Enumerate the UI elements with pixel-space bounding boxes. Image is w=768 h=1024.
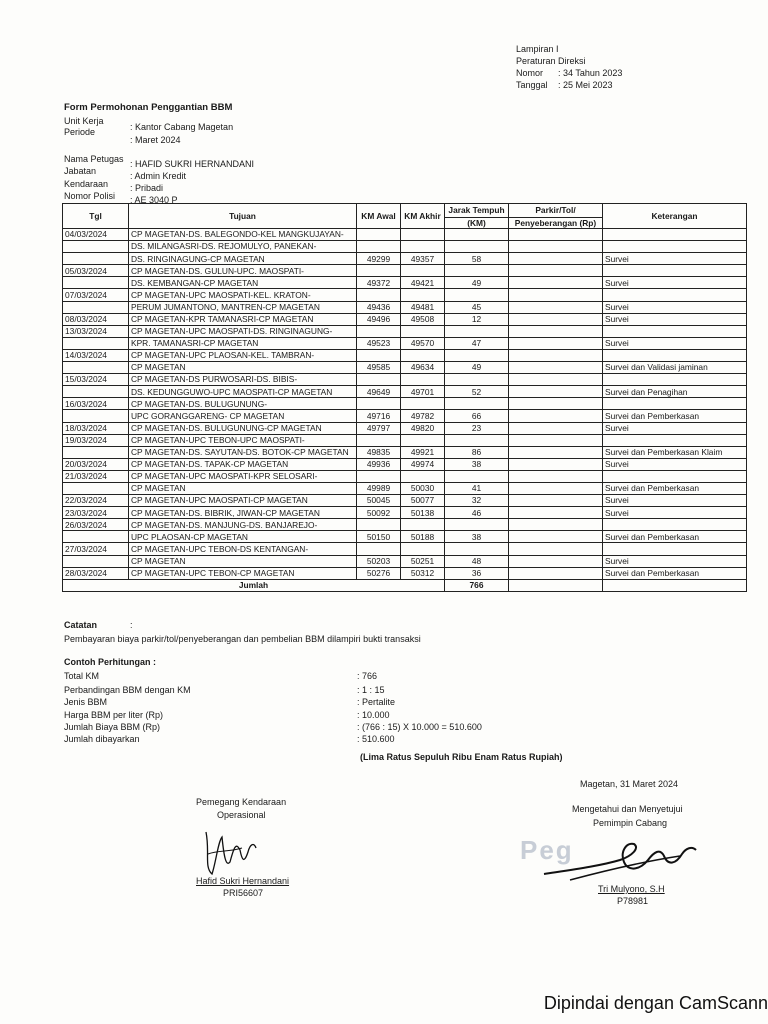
table-row: [63, 470, 747, 482]
cell-tujuan: CP MAGETAN-UPC TEBON-CP MAGETAN: [129, 567, 357, 579]
cell-km-akhir: 50138: [401, 507, 445, 519]
cell-jarak: 45: [445, 301, 509, 313]
cell-km-akhir: [401, 349, 445, 361]
cell-tujuan: CP MAGETAN-DS. SAYUTAN-DS. BOTOK-CP MAGETAN: [129, 446, 357, 458]
cell-keterangan: [603, 519, 747, 531]
cell-km-awal: 50092: [357, 507, 401, 519]
cell-tgl: [63, 253, 129, 265]
perhitungan-value: : 510.600: [357, 734, 395, 744]
cell-parkir: [509, 313, 603, 325]
cell-tujuan: CP MAGETAN-UPC TEBON-DS KENTANGAN-: [129, 543, 357, 555]
cell-tujuan: CP MAGETAN-UPC PLAOSAN-KEL. TAMBRAN-: [129, 349, 357, 361]
cell-km-akhir: 49634: [401, 362, 445, 374]
cell-tujuan: CP MAGETAN-UPC TEBON-UPC MAOSPATI-: [129, 434, 357, 446]
cell-km-akhir: 50312: [401, 567, 445, 579]
header-parkir-2: Penyeberangan (Rp): [509, 218, 603, 229]
cell-tgl: [63, 555, 129, 567]
cell-jarak: [445, 229, 509, 241]
lampiran-nomor-label: Nomor: [516, 68, 544, 78]
cell-km-awal: [357, 349, 401, 361]
lampiran-tanggal-label: Tanggal: [516, 80, 548, 90]
right-sign-title-2: Pemimpin Cabang: [593, 818, 668, 828]
cell-jarak: 48: [445, 555, 509, 567]
cell-tgl: [63, 241, 129, 253]
cell-parkir: [509, 543, 603, 555]
cell-km-awal: [357, 241, 401, 253]
cell-km-akhir: [401, 325, 445, 337]
perhitungan-label: Jumlah Biaya BBM (Rp): [64, 722, 161, 732]
cell-km-akhir: 49508: [401, 313, 445, 325]
cell-jarak: [445, 265, 509, 277]
cell-km-awal: [357, 374, 401, 386]
cell-keterangan: Survei: [603, 337, 747, 349]
cell-parkir: [509, 229, 603, 241]
right-sign-id: P78981: [617, 896, 649, 906]
total-parkir: [509, 579, 603, 591]
cell-km-akhir: [401, 374, 445, 386]
left-sign-title-2: Operasional: [217, 810, 266, 820]
table-row: [63, 386, 747, 398]
cell-keterangan: Survei dan Pemberkasan Klaim: [603, 446, 747, 458]
cell-keterangan: Survei: [603, 507, 747, 519]
cell-parkir: [509, 325, 603, 337]
cell-jarak: 49: [445, 362, 509, 374]
cell-tgl: 28/03/2024: [63, 567, 129, 579]
kendaraan-value: : Pribadi: [130, 183, 164, 193]
cell-km-awal: 50276: [357, 567, 401, 579]
catatan-colon: :: [130, 620, 133, 630]
cell-keterangan: Survei: [603, 458, 747, 470]
cell-km-awal: [357, 398, 401, 410]
unit-kerja-label: Unit Kerja: [64, 116, 104, 126]
cell-tujuan: CP MAGETAN-UPC MAOSPATI-KEL. KRATON-: [129, 289, 357, 301]
cell-parkir: [509, 301, 603, 313]
cell-tgl: 04/03/2024: [63, 229, 129, 241]
table-row: [63, 422, 747, 434]
cell-km-akhir: [401, 519, 445, 531]
cell-keterangan: Survei: [603, 253, 747, 265]
header-jarak: Jarak Tempuh: [445, 204, 509, 218]
cell-tujuan: KPR. TAMANASRI-CP MAGETAN: [129, 337, 357, 349]
cell-km-awal: 49835: [357, 446, 401, 458]
cell-tgl: [63, 482, 129, 494]
cell-km-awal: 49496: [357, 313, 401, 325]
cell-tujuan: CP MAGETAN-KPR TAMANASRI-CP MAGETAN: [129, 313, 357, 325]
cell-parkir: [509, 555, 603, 567]
cell-km-akhir: 50030: [401, 482, 445, 494]
table-row: [63, 301, 747, 313]
cell-km-awal: [357, 543, 401, 555]
perhitungan-value: : 10.000: [357, 710, 390, 720]
cell-tujuan: PERUM JUMANTONO, MANTREN-CP MAGETAN: [129, 301, 357, 313]
cell-tujuan: UPC PLAOSAN-CP MAGETAN: [129, 531, 357, 543]
table-row: [63, 543, 747, 555]
header-parkir: Parkir/Tol/: [509, 204, 603, 218]
cell-parkir: [509, 422, 603, 434]
cell-km-akhir: 49357: [401, 253, 445, 265]
cell-keterangan: Survei dan Pemberkasan: [603, 531, 747, 543]
cell-km-akhir: [401, 289, 445, 301]
cell-km-awal: 49797: [357, 422, 401, 434]
header-tujuan: Tujuan: [129, 204, 357, 229]
table-row: [63, 313, 747, 325]
nopol-value: : AE 3040 P: [130, 195, 178, 205]
cell-tgl: [63, 362, 129, 374]
cell-km-awal: [357, 229, 401, 241]
cell-parkir: [509, 374, 603, 386]
cell-km-awal: [357, 325, 401, 337]
cell-km-akhir: [401, 265, 445, 277]
cell-keterangan: [603, 470, 747, 482]
cell-tujuan: UPC GORANGGARENG- CP MAGETAN: [129, 410, 357, 422]
cell-keterangan: Survei dan Pemberkasan: [603, 567, 747, 579]
cell-tgl: 22/03/2024: [63, 495, 129, 507]
cell-keterangan: [603, 349, 747, 361]
cell-tgl: 19/03/2024: [63, 434, 129, 446]
cell-km-akhir: [401, 398, 445, 410]
cell-tgl: 14/03/2024: [63, 349, 129, 361]
cell-keterangan: Survei: [603, 277, 747, 289]
cell-parkir: [509, 277, 603, 289]
cell-tujuan: CP MAGETAN-UPC MAOSPATI-CP MAGETAN: [129, 495, 357, 507]
right-signature: [540, 836, 700, 886]
right-sign-title-1: Mengetahui dan Menyetujui: [572, 804, 683, 814]
cell-tujuan: CP MAGETAN: [129, 362, 357, 374]
cell-keterangan: Survei dan Penagihan: [603, 386, 747, 398]
table-row: [63, 374, 747, 386]
perhitungan-label: Total KM: [64, 671, 100, 681]
cell-tgl: [63, 301, 129, 313]
perhitungan-value: : 766: [357, 671, 378, 681]
cell-keterangan: Survei: [603, 495, 747, 507]
cell-parkir: [509, 470, 603, 482]
cell-tujuan: CP MAGETAN-DS. BULUGUNUNG-: [129, 398, 357, 410]
cell-km-awal: 49523: [357, 337, 401, 349]
header-km-akhir: KM Akhir: [401, 204, 445, 229]
table-row: [63, 398, 747, 410]
table-row: [63, 229, 747, 241]
cell-tgl: 08/03/2024: [63, 313, 129, 325]
cell-km-akhir: 49481: [401, 301, 445, 313]
cell-km-akhir: 49570: [401, 337, 445, 349]
perhitungan-label: Jumlah dibayarkan: [64, 734, 140, 744]
cell-tgl: 07/03/2024: [63, 289, 129, 301]
cell-tgl: 18/03/2024: [63, 422, 129, 434]
cell-keterangan: Survei dan Validasi jaminan: [603, 362, 747, 374]
cell-parkir: [509, 289, 603, 301]
cell-jarak: 52: [445, 386, 509, 398]
cell-km-akhir: [401, 543, 445, 555]
cell-keterangan: Survei: [603, 313, 747, 325]
cell-tujuan: CP MAGETAN: [129, 482, 357, 494]
total-ket: [603, 579, 747, 591]
scanner-watermark: Dipindai dengan CamScann: [543, 993, 768, 1013]
table-row: [63, 531, 747, 543]
cell-tujuan: DS. RINGINAGUNG-CP MAGETAN: [129, 253, 357, 265]
table-row: [63, 519, 747, 531]
lampiran-tanggal-value: : 25 Mei 2023: [558, 80, 613, 90]
bank-stamp: Peg: [520, 835, 574, 865]
cell-jarak: [445, 398, 509, 410]
cell-parkir: [509, 398, 603, 410]
cell-jarak: [445, 543, 509, 555]
periode-value: : Maret 2024: [130, 135, 181, 145]
cell-km-awal: 49436: [357, 301, 401, 313]
cell-parkir: [509, 567, 603, 579]
cell-km-akhir: 50188: [401, 531, 445, 543]
cell-km-akhir: 50251: [401, 555, 445, 567]
cell-km-awal: [357, 519, 401, 531]
cell-km-awal: 49299: [357, 253, 401, 265]
cell-jarak: 23: [445, 422, 509, 434]
perhitungan-label: Jenis BBM: [64, 697, 108, 707]
left-signature: [196, 822, 266, 882]
cell-tujuan: CP MAGETAN-DS. BIBRIK, JIWAN-CP MAGETAN: [129, 507, 357, 519]
form-title: Form Permohonan Penggantian BBM: [64, 102, 233, 113]
cell-jarak: 58: [445, 253, 509, 265]
unit-kerja-value: : Kantor Cabang Magetan: [130, 122, 234, 132]
cell-jarak: 12: [445, 313, 509, 325]
jabatan-label: Jabatan: [64, 166, 97, 176]
cell-km-awal: 49716: [357, 410, 401, 422]
left-sign-name: Hafid Sukri Hernandani: [196, 876, 290, 886]
cell-tgl: 05/03/2024: [63, 265, 129, 277]
cell-km-awal: [357, 289, 401, 301]
nopol-label: Nomor Polisi: [64, 191, 116, 201]
cell-parkir: [509, 519, 603, 531]
header-keterangan: Keterangan: [603, 204, 747, 229]
cell-jarak: 41: [445, 482, 509, 494]
cell-tgl: [63, 410, 129, 422]
cell-km-akhir: [401, 434, 445, 446]
cell-tgl: [63, 531, 129, 543]
table-row: [63, 325, 747, 337]
cell-parkir: [509, 495, 603, 507]
cell-tujuan: CP MAGETAN-DS. BULUGUNUNG-CP MAGETAN: [129, 422, 357, 434]
cell-km-awal: 50203: [357, 555, 401, 567]
catatan-text: Pembayaran biaya parkir/tol/penyeberangan dan pembelian BBM dilampiri bukti transaksi: [64, 634, 421, 644]
table-row: [63, 555, 747, 567]
cell-km-akhir: 49921: [401, 446, 445, 458]
cell-km-akhir: [401, 241, 445, 253]
cell-km-awal: 49936: [357, 458, 401, 470]
cell-keterangan: Survei: [603, 555, 747, 567]
cell-keterangan: Survei dan Pemberkasan: [603, 482, 747, 494]
cell-jarak: 86: [445, 446, 509, 458]
cell-parkir: [509, 362, 603, 374]
table-row: [63, 567, 747, 579]
cell-tujuan: CP MAGETAN-DS PURWOSARI-DS. BIBIS-: [129, 374, 357, 386]
cell-keterangan: Survei dan Pemberkasan: [603, 410, 747, 422]
perhitungan-label: Harga BBM per liter (Rp): [64, 710, 164, 720]
cell-keterangan: [603, 325, 747, 337]
cell-tujuan: CP MAGETAN-DS. BALEGONDO-KEL MANGKUJAYAN-: [129, 229, 357, 241]
cell-tujuan: CP MAGETAN: [129, 555, 357, 567]
cell-jarak: 47: [445, 337, 509, 349]
cell-tujuan: CP MAGETAN-UPC MAOSPATI-KPR SELOSARI-: [129, 470, 357, 482]
total-label: Jumlah: [63, 579, 445, 591]
cell-jarak: 38: [445, 458, 509, 470]
cell-jarak: [445, 470, 509, 482]
cell-keterangan: [603, 374, 747, 386]
table-row: [63, 277, 747, 289]
perhitungan-value: : Pertalite: [357, 697, 396, 707]
cell-tgl: 20/03/2024: [63, 458, 129, 470]
left-sign-title-1: Pemegang Kendaraan: [196, 797, 287, 807]
lampiran-nomor-value: : 34 Tahun 2023: [558, 68, 623, 78]
table-row: [63, 410, 747, 422]
cell-jarak: 49: [445, 277, 509, 289]
cell-tujuan: CP MAGETAN-DS. GULUN-UPC. MAOSPATI-: [129, 265, 357, 277]
terbilang-text: (Lima Ratus Sepuluh Ribu Enam Ratus Rupiah): [360, 752, 563, 762]
cell-parkir: [509, 386, 603, 398]
right-sign-name: Tri Mulyono, S.H: [598, 884, 665, 894]
cell-tujuan: DS. MILANGASRI-DS. REJOMULYO, PANEKAN-: [129, 241, 357, 253]
cell-parkir: [509, 410, 603, 422]
cell-km-akhir: [401, 229, 445, 241]
left-sign-id: PRI56607: [223, 888, 264, 898]
table-row: [63, 446, 747, 458]
cell-jarak: [445, 434, 509, 446]
cell-tgl: 13/03/2024: [63, 325, 129, 337]
cell-km-awal: [357, 470, 401, 482]
bbm-trip-table: [62, 203, 747, 592]
cell-jarak: 38: [445, 531, 509, 543]
cell-keterangan: [603, 229, 747, 241]
cell-parkir: [509, 531, 603, 543]
lampiran-title: Lampiran I: [516, 44, 559, 54]
cell-km-akhir: 49701: [401, 386, 445, 398]
cell-tujuan: CP MAGETAN-DS. TAPAK-CP MAGETAN: [129, 458, 357, 470]
cell-jarak: [445, 325, 509, 337]
cell-keterangan: Survei: [603, 301, 747, 313]
cell-jarak: [445, 349, 509, 361]
cell-km-akhir: 49974: [401, 458, 445, 470]
table-row: [63, 289, 747, 301]
cell-keterangan: [603, 265, 747, 277]
table-row: [63, 362, 747, 374]
cell-keterangan: [603, 241, 747, 253]
cell-parkir: [509, 482, 603, 494]
cell-km-awal: 49372: [357, 277, 401, 289]
cell-km-awal: 50045: [357, 495, 401, 507]
cell-jarak: [445, 374, 509, 386]
cell-keterangan: Survei: [603, 422, 747, 434]
total-value: 766: [445, 579, 509, 591]
cell-tujuan: CP MAGETAN-UPC MAOSPATI-DS. RINGINAGUNG-: [129, 325, 357, 337]
perhitungan-value: : 1 : 15: [357, 685, 385, 695]
cell-tujuan: CP MAGETAN-DS. MANJUNG-DS. BANJAREJO-: [129, 519, 357, 531]
cell-km-awal: 49649: [357, 386, 401, 398]
catatan-label: Catatan: [64, 620, 98, 630]
cell-jarak: 36: [445, 567, 509, 579]
cell-parkir: [509, 265, 603, 277]
cell-tujuan: DS. KEDUNGGUWO-UPC MAOSPATI-CP MAGETAN: [129, 386, 357, 398]
cell-jarak: [445, 241, 509, 253]
cell-jarak: 46: [445, 507, 509, 519]
cell-km-awal: 49585: [357, 362, 401, 374]
jabatan-value: : Admin Kredit: [130, 171, 187, 181]
cell-keterangan: [603, 543, 747, 555]
cell-keterangan: [603, 289, 747, 301]
header-km-awal: KM Awal: [357, 204, 401, 229]
kendaraan-label: Kendaraan: [64, 179, 109, 189]
cell-km-awal: 50150: [357, 531, 401, 543]
header-tgl: Tgl: [63, 204, 129, 229]
table-row: [63, 253, 747, 265]
cell-jarak: 32: [445, 495, 509, 507]
cell-tgl: [63, 337, 129, 349]
cell-parkir: [509, 337, 603, 349]
cell-parkir: [509, 446, 603, 458]
total-row: [63, 579, 747, 591]
table-row: [63, 241, 747, 253]
perhitungan-value: : (766 : 15) X 10.000 = 510.600: [357, 722, 482, 732]
cell-km-akhir: 49782: [401, 410, 445, 422]
cell-tgl: 27/03/2024: [63, 543, 129, 555]
cell-km-akhir: [401, 470, 445, 482]
cell-km-awal: [357, 434, 401, 446]
periode-label: Periode: [64, 127, 96, 137]
cell-km-akhir: 50077: [401, 495, 445, 507]
cell-parkir: [509, 349, 603, 361]
table-row: [63, 349, 747, 361]
cell-tgl: 16/03/2024: [63, 398, 129, 410]
cell-parkir: [509, 507, 603, 519]
nama-value: : HAFID SUKRI HERNANDANI: [130, 159, 255, 169]
cell-parkir: [509, 241, 603, 253]
cell-parkir: [509, 458, 603, 470]
cell-km-akhir: 49820: [401, 422, 445, 434]
cell-jarak: 66: [445, 410, 509, 422]
cell-keterangan: [603, 434, 747, 446]
cell-jarak: [445, 289, 509, 301]
perhitungan-label: Perbandingan BBM dengan KM: [64, 685, 191, 695]
header-jarak-unit: (KM): [445, 218, 509, 229]
cell-tgl: [63, 446, 129, 458]
cell-parkir: [509, 434, 603, 446]
cell-tgl: [63, 277, 129, 289]
table-row: [63, 434, 747, 446]
cell-tgl: 21/03/2024: [63, 470, 129, 482]
lampiran-peraturan: Peraturan Direksi: [516, 56, 586, 66]
cell-tujuan: DS. KEMBANGAN-CP MAGETAN: [129, 277, 357, 289]
cell-tgl: 23/03/2024: [63, 507, 129, 519]
place-date: Magetan, 31 Maret 2024: [580, 779, 679, 789]
perhitungan-title: Contoh Perhitungan :: [64, 657, 156, 667]
cell-parkir: [509, 253, 603, 265]
cell-tgl: [63, 386, 129, 398]
table-row: [63, 337, 747, 349]
cell-jarak: [445, 519, 509, 531]
cell-km-awal: [357, 265, 401, 277]
cell-tgl: 26/03/2024: [63, 519, 129, 531]
table-row: [63, 482, 747, 494]
table-row: [63, 458, 747, 470]
cell-km-awal: 49989: [357, 482, 401, 494]
cell-keterangan: [603, 398, 747, 410]
table-row: [63, 495, 747, 507]
cell-tgl: 15/03/2024: [63, 374, 129, 386]
table-row: [63, 265, 747, 277]
nama-label: Nama Petugas: [64, 154, 124, 164]
table-row: [63, 507, 747, 519]
cell-km-akhir: 49421: [401, 277, 445, 289]
